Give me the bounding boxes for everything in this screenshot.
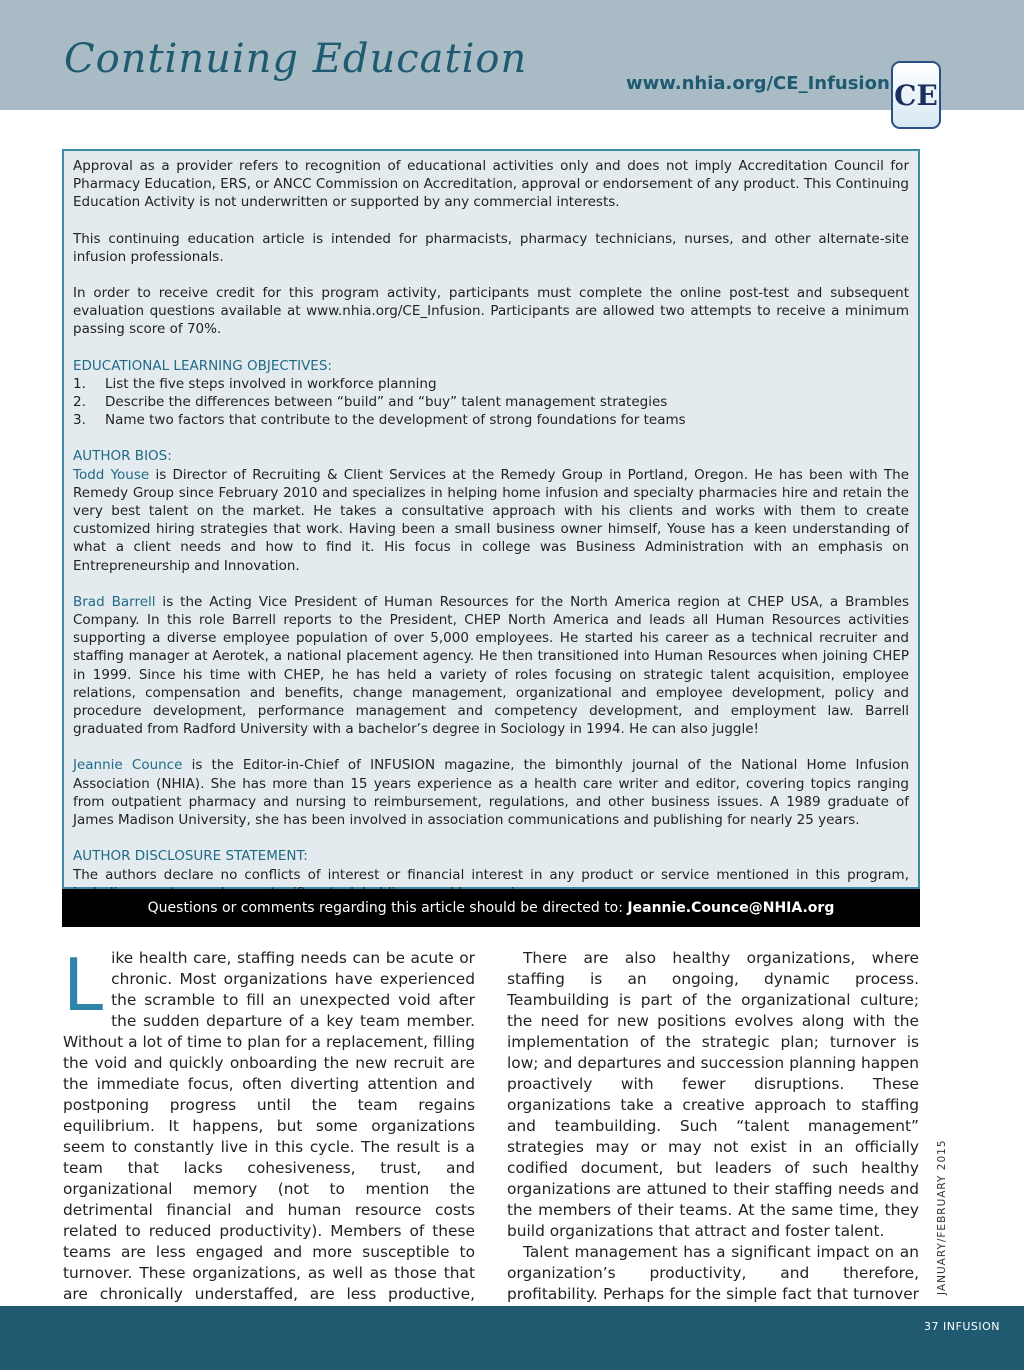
article-paragraph: Talent management has a significant impact on an organization’s productivity, and therefore, profitability. Perhaps for the simple fact that turnover — [507, 1243, 919, 1303]
section-title: Continuing Education — [64, 36, 528, 82]
ce-logo-text: CE — [894, 78, 938, 112]
objective-text: Name two factors that contribute to the development of strong foundations for teams — [105, 412, 686, 429]
author-bio — [73, 466, 909, 575]
author-bio-text: is the Editor-in-Chief of INFUSION magazine, the bimonthly journal of the National Home Infusion Association (NHIA). She has more than 15 years experience as a health care writer and editor, covering topics ranging from outpatient pharmacy and nursing to reimbursement, regulations, and other business issues. A 1989 graduate of James Madison University, she has been involved in association communications and publishing for nearly 25 years. — [73, 757, 909, 829]
page-number: 37 INFUSION — [924, 1320, 1000, 1333]
article-column-right — [507, 948, 919, 1326]
contact-prefix: Questions or comments regarding this article should be directed to: — [147, 900, 628, 916]
ce-info-box — [62, 149, 920, 889]
objective-item — [73, 375, 909, 393]
author-name: Todd Youse — [73, 466, 150, 483]
issue-date: JANUARY/FEBRUARY 2015 — [936, 1139, 948, 1295]
disclosure-statement: The authors declare no conflicts of interest or financial interest in any product or service mentioned in this program, — [73, 866, 909, 883]
author-bio — [73, 756, 909, 829]
objective-text: List the five steps involved in workforce planning — [105, 375, 437, 392]
objective-number: 3. — [73, 412, 86, 429]
drop-cap: L — [63, 943, 104, 1027]
ce-logo-icon — [891, 61, 941, 129]
objective-number: 1. — [73, 375, 86, 392]
author-name: Jeannie Counce — [73, 757, 183, 774]
credit-statement: In order to receive credit for this program activity, participants must complete the online post-test and subsequent evaluation questions available at www.nhia.org/CE_Infusion. Participants are allowed two attempts to receive a minimum passing score of 70%. — [73, 285, 909, 338]
author-bio — [73, 593, 909, 739]
objective-item — [73, 411, 909, 429]
author-bio-text: is the Acting Vice President of Human Resources for the North America region at CHEP USA, a Brambles Company. In this role Barrell reports to the President, CHEP North America and leads all Human Resources activities supporting a diverse employee population of over 5,000 employees. He started his career as a technical recruiter and staffing manager at Aerotek, a national placement agency. He then transitioned into Human Resources when joining CHEP in 1999. Since his time with CHEP, he has held a variety of roles focusing on strategic talent acquisition, employee relations, compensation and benefits, change management, organizational and employee development, policy and procedure development, performance management and competency development, and employment law. Barrell graduated from Radford University with a bachelor’s degree in Sociology in 1994. He can also juggle! — [73, 593, 909, 738]
footer-band — [0, 1306, 1024, 1370]
objectives-heading: EDUCATIONAL LEARNING OBJECTIVES: — [73, 357, 332, 374]
author-bio-text: is Director of Recruiting & Client Services at the Remedy Group in Portland, Oregon. He has been with The Remedy Group since February 2010 and specializes in helping home infusion and specialty pharmacies hire and retain the very best talent on the market. He takes a consultative approach with his clients and works with them to create customized hiring strategies that work. Having been a small business owner himself, Youse has a keen understanding of what a client needs and how to find it. His focus in college was Business Administration with an emphasis on Entrepreneurship and Innovation. — [73, 466, 910, 574]
author-bios-heading: AUTHOR BIOS: — [73, 448, 172, 465]
site-url-link[interactable]: www.nhia.org/CE_Infusion — [626, 73, 890, 94]
article-text: ike health care, staffing needs can be acute or chronic. Most organizations have experienced the scramble to fill an unexpected void after the sudden departure of a key team member. Without a lot of time to plan for a replacement, filling the void and quickly onboarding the new recruit are the immediate focus, often diverting attention and postponing progress until the team regains equilibrium. It happens, but some organizations seem to constantly live in this cycle. The result is a team that lacks cohesiveness, trust, and organizational memory (not to mention the detrimental financial and human resource costs related to reduced productivity). Members of these teams are less engaged and more susceptible to turnover. These organizations, as well as those that are chronically understaffed, are less productive, — [63, 949, 475, 1303]
objective-number: 2. — [73, 394, 86, 411]
objectives-list — [73, 375, 909, 430]
approval-statement: Approval as a provider refers to recognition of educational activities only and does not imply Accreditation Council for Pharmacy Education, ERS, or ANCC Commission on Accreditation, approval or endorsement of any product. This Continuing Education Activity is not underwritten or supported by any commercial interests. — [73, 158, 909, 211]
contact-bar — [62, 889, 920, 927]
objective-item — [73, 393, 909, 411]
article-column-left — [63, 943, 475, 1326]
objective-text: Describe the differences between “build” and “buy” talent management strategies — [105, 394, 668, 411]
audience-statement: This continuing education article is intended for pharmacists, pharmacy technicians, nurses, and other alternate-site infusion professionals. — [73, 230, 909, 265]
article-paragraph — [63, 943, 475, 1326]
disclosure-heading: AUTHOR DISCLOSURE STATEMENT: — [73, 848, 308, 865]
author-name: Brad Barrell — [73, 593, 156, 610]
article-paragraph: There are also healthy organizations, where staffing is an ongoing, dynamic process. Teambuilding is part of the organizational culture; the need for new positions evolves along with the implementation of the strategic plan; turnover is low; and departures and succession planning happen proactively with fewer disruptions. These organizations take a creative approach to staffing and teambuilding. Such “talent management” strategies may or may not exist in an officially codified document, but leaders of such healthy organizations are attuned to their staffing needs and the members of their teams. At the same time, they build organizations that attract and foster talent. — [507, 949, 919, 1240]
contact-email-link[interactable]: Jeannie.Counce@NHIA.org — [627, 900, 835, 916]
